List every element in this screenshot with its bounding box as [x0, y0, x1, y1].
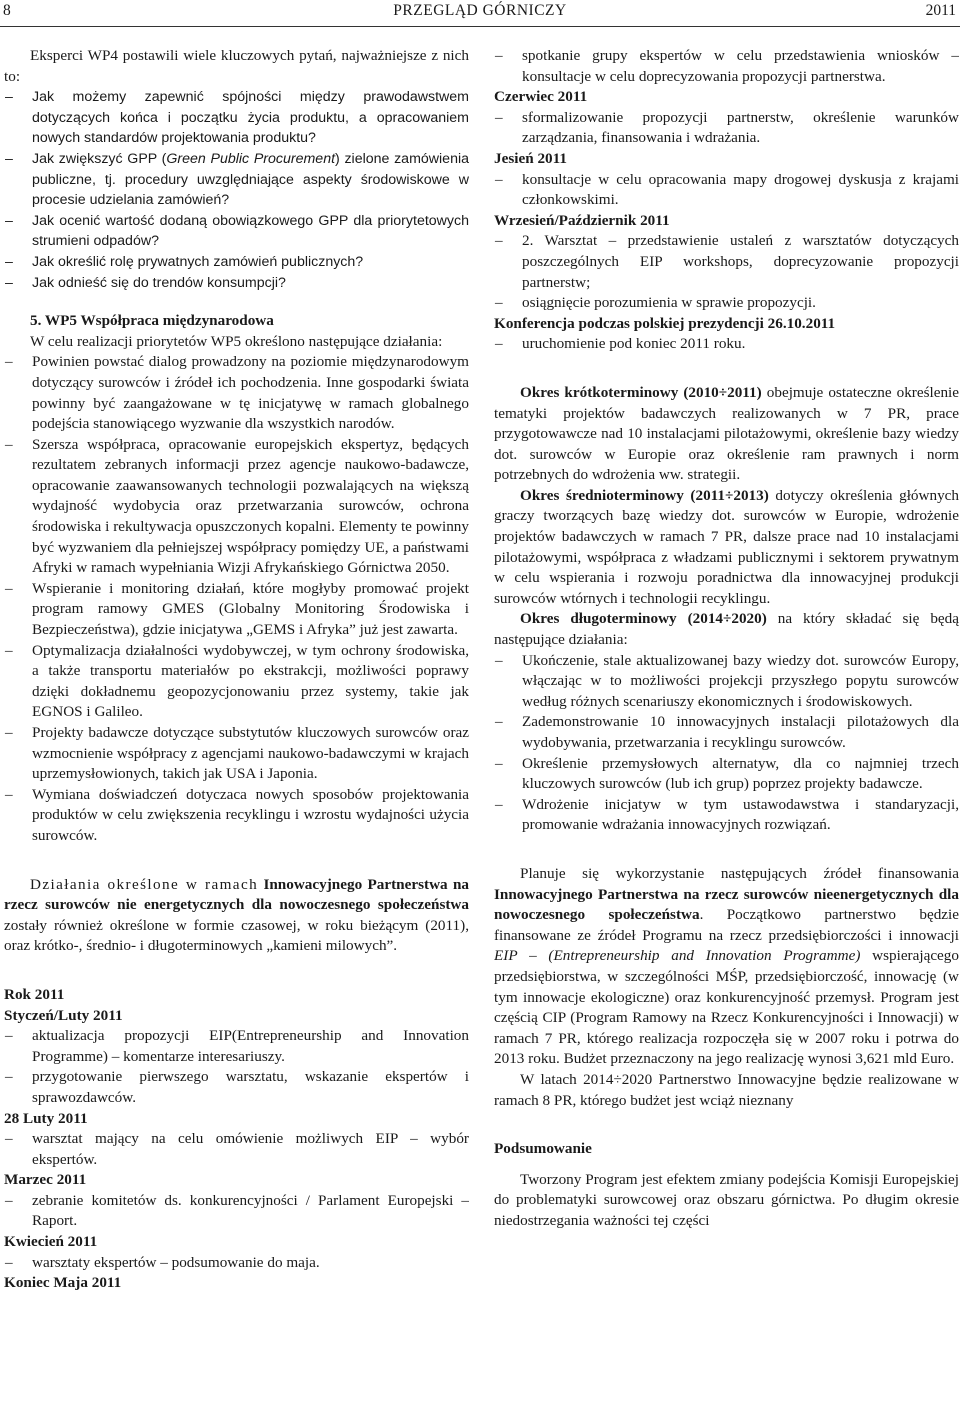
list-item: – Jak odnieść się do trendów konsumpcji? [4, 273, 469, 294]
right-column [494, 46, 959, 1414]
long-term-list [494, 651, 959, 836]
schedule-list-left [4, 1006, 469, 1294]
list-item: – uruchomienie pod koniec 2011 roku. [494, 334, 959, 355]
schedule-label: Styczeń/Luty 2011 [4, 1006, 123, 1024]
list-item: – zebranie komitetów ds. konkurencyjności / Parlament Europejski – Raport. [4, 1191, 469, 1232]
section-heading-wp5: 5. WP5 Współpraca międzynarodowa [30, 312, 274, 330]
wp5-intro: W celu realizacji priorytetów WP5 określono następujące działania: [30, 332, 443, 350]
spacer [494, 355, 959, 383]
list-item: – Powinien powstać dialog prowadzony na poziomie międzynarodowym dotyczący surowców i źródeł ich pochodzenia. Inne gospodarki świata powinny być zaangażowane w tę inicjatywę w ramach globalnego podejścia stanowiącego wyzwanie dla wszystkich narodów. [4, 352, 469, 434]
list-item: – warsztaty ekspertów – podsumowanie do maja. [4, 1253, 469, 1274]
schedule-label: Konferencja podczas polskiej prezydencji 26.10.2011 [494, 314, 836, 332]
list-item: – Projekty badawcze dotyczące substytutów kluczowych surowców oraz wzmocnienie współpracy z agencjami naukowo-badawczymi w krajach uprzemysłowionych, takich jak USA i Japonia. [4, 723, 469, 785]
issue-year: 2011 [925, 2, 956, 19]
list-item: – Zademonstrowanie 10 innowacyjnych instalacji pilotażowych dla wydobywania, przetwarzania i recyklingu surowców. [494, 712, 959, 753]
list-item: – Ukończenie, stale aktualizowanej bazy wiedzy dot. surowców Europy, włączając w to możliwości projekcji przyszłego popytu surowców według różnych scenariuszy ekonomicznych i środowiskowych. [494, 651, 959, 713]
schedule-label: Jesień 2011 [494, 149, 567, 167]
list-item: – 2. Warsztat – przedstawienie ustaleń z warsztatów dotyczących poszczególnych EIP workshops, doprecyzowanie propozycji partnerstw; [494, 231, 959, 293]
spacer [494, 836, 959, 864]
funding-paragraph-2: W latach 2014÷2020 Partnerstwo Innowacyjne będzie realizowane w ramach 8 PR, którego budżet jest wciąż nieznany [494, 1070, 959, 1109]
list-item: – Wspieranie i monitoring działań, które mogłyby promować projekt program ramowy GMES (Globalny Monitoring Środowiska i Bezpieczeństwa), gdzie inicjatywa „GEMS i Afryka” już jest zawarta. [4, 579, 469, 641]
schedule-label: Czerwiec 2011 [494, 88, 588, 106]
list-item: – Szersza współpraca, opracowanie europejskich ekspertyz, będących rezultatem zebranych informacji przez agencje naukowo-badawcze, opracowanie zaawansowanych technologii pozwalających na większą wydajność wydobycia oraz przetwarzania surowców, ochrona środowiska i rekultywacja opuszczonych kopalni. Elementy te powinny być wyzwaniem dla pełniejszej współpracy pomiędzy UE, a państwami Afryki w ramach wypełniania Wizji Afrykańskiego Górnictwa 2050. [4, 435, 469, 579]
schedule-list-right [494, 46, 959, 355]
schedule-label: 28 Luty 2011 [4, 1109, 88, 1127]
list-item: – aktualizacja propozycji EIP(Entrepreneurship and Innovation Programme) – komentarze interesariuszy. [4, 1026, 469, 1067]
spacer [494, 1111, 959, 1139]
wp4-question-list [4, 87, 469, 293]
list-item: – osiągnięcie porozumienia w sprawie propozycji. [494, 293, 959, 314]
mid-term-paragraph: Okres średnioterminowy (2011÷2013) dotyczy określenia głównych graczy tworzących bazę wiedzy dot. surowców w Europie, wdrożenie projektów badawczych w ramach 7 PR, dalsze prace nad 10 instalacjami pilotażowymi, współpraca z władzami publicznymi i sektorem prywatnym w celu wspierania i rozwoju poradnictwa dla innowacyjnej produkcji surowców wtórnych i technologii recyklingu. [494, 486, 959, 607]
page-number: 8 [3, 2, 11, 19]
long-term-paragraph: Okres długoterminowy (2014÷2020) na który składać się będą następujące działania: [494, 610, 959, 649]
year-label: Rok 2011 [4, 985, 65, 1003]
list-item: – Optymalizacja działalności wydobywczej, w tym ochrony środowiska, a także transportu materiałów po ekstrakcji, możliwości poprawy dzięki dokładnemu geopozycjonowaniu przez systemy, takie jak EGNOS i Galileo. [4, 641, 469, 723]
wp4-intro: Eksperci WP4 postawili wiele kluczowych pytań, najważniejsze z nich to: [4, 47, 469, 85]
funding-paragraph: Planuje się wykorzystanie następujących źródeł finansowania Innowacyjnego Partnerstwa na rzecz surowców nieenergetycznych dla nowoczesnego społeczeństwa. Początkowo partnerstwo będzie finansowane ze źródeł Programu na rzecz przedsiębiorczości i innowacji EIP – (Entrepreneurship and Innovation Programme) wspierającego przedsiębiorstwa, w szczególności MŚP, przedsiębiorczość, innowację (w tym innowacje ekologiczne) oraz konkurencyjność przemysł. Program jest częścią CIP (Program Ramowy na Rzecz Konkurencyjności i Innowacji) w ramach 7 PR, którego realizacja rozpoczęła się w 2007 roku i potrwa do 2013 roku. Budżet przeznaczony na jego realizację wynosi 3,621 mld Euro. [494, 864, 959, 1068]
spacer [494, 1160, 959, 1170]
list-item: – Jak określić rolę prywatnych zamówień publicznych? [4, 252, 469, 273]
summary-heading: Podsumowanie [494, 1140, 592, 1158]
list-item: – Jak możemy zapewnić spójności między prawodawstwem dotyczących końca i początku życia produktu, a opracowaniem nowych standardów projektowania produktu? [4, 87, 469, 149]
list-item: – przygotowanie pierwszego warsztatu, wskazanie ekspertów i sprawozdawców. [4, 1067, 469, 1108]
spacer [4, 293, 469, 311]
list-item: – konsultacje w celu opracowania mapy drogowej dyskusja z krajami członkowskimi. [494, 170, 959, 211]
header-rule [0, 26, 960, 27]
spacer [4, 957, 469, 985]
list-item: – spotkanie grupy ekspertów w celu przedstawienia wniosków – konsultacje w celu doprecyzowania propozycji partnerstwa. [494, 46, 959, 87]
list-item: – Wdrożenie inicjatyw w tym ustawodawstwa i standaryzacji, promowanie wdrażania innowacyjnych rozwiązań. [494, 795, 959, 836]
left-column [4, 46, 469, 1414]
list-item: – Jak zwiększyć GPP (Green Public Procurement) zielone zamówienia publiczne, tj. procedury uwzględniające aspekty środowiskowe w procesie udzielania zamówień? [4, 149, 469, 211]
schedule-label: Koniec Maja 2011 [4, 1274, 122, 1292]
schedule-label: Kwiecień 2011 [4, 1233, 98, 1251]
schedule-label: Wrzesień/Październik 2011 [494, 211, 670, 229]
schedule-label: Marzec 2011 [4, 1171, 87, 1189]
list-item: – sformalizowanie propozycji partnerstw, określenie warunków zarządzania, finansowania i wdrażania. [494, 108, 959, 149]
summary-paragraph: Tworzony Program jest efektem zmiany podejścia Komisji Europejskiej do problematyki surowcowej oraz obszaru górnictwa. Po długim okresie niedostrzegania ważności tej części [494, 1170, 959, 1229]
list-item: – Określenie przemysłowych alternatyw, dla co najmniej trzech kluczowych surowców (lub ich grup) poprzez projekty badawcze. [494, 754, 959, 795]
innovation-paragraph: Działania określone w ramach Innowacyjnego Partnerstwa na rzecz surowców nie energetycznych dla nowoczesnego społeczeństwa zostały również określone w formie czasowej, w roku bieżącym (2011), oraz krótko-, średnio- i długoterminowych „kamieni milowych”. [4, 875, 469, 955]
short-term-paragraph: Okres krótkoterminowy (2010÷2011) obejmuje ostateczne określenie tematyki projektów badawczych realizowanych w 7 PR, prace przygotowawcze nad 10 instalacjami pilotażowymi, określenie bazy wiedzy dot. surowców w Europie oraz określenie ram prawnych i norm potrzebnych do wdrożenia ww. strategii. [494, 383, 959, 484]
spacer [4, 847, 469, 875]
page-header [0, 0, 960, 22]
journal-title: PRZEGLĄD GÓRNICZY [393, 2, 567, 19]
list-item: – Jak ocenić wartość dodaną obowiązkowego GPP dla priorytetowych strumieni odpadów? [4, 211, 469, 252]
list-item: – Wymiana doświadczeń dotyczaca nowych sposobów projektowania produktów w celu zwiększenia recyklingu i wzrostu wydajności użycia surowców. [4, 785, 469, 847]
list-item: – warsztat mający na celu omówienie możliwych EIP – wybór ekspertów. [4, 1129, 469, 1170]
wp5-action-list [4, 352, 469, 846]
